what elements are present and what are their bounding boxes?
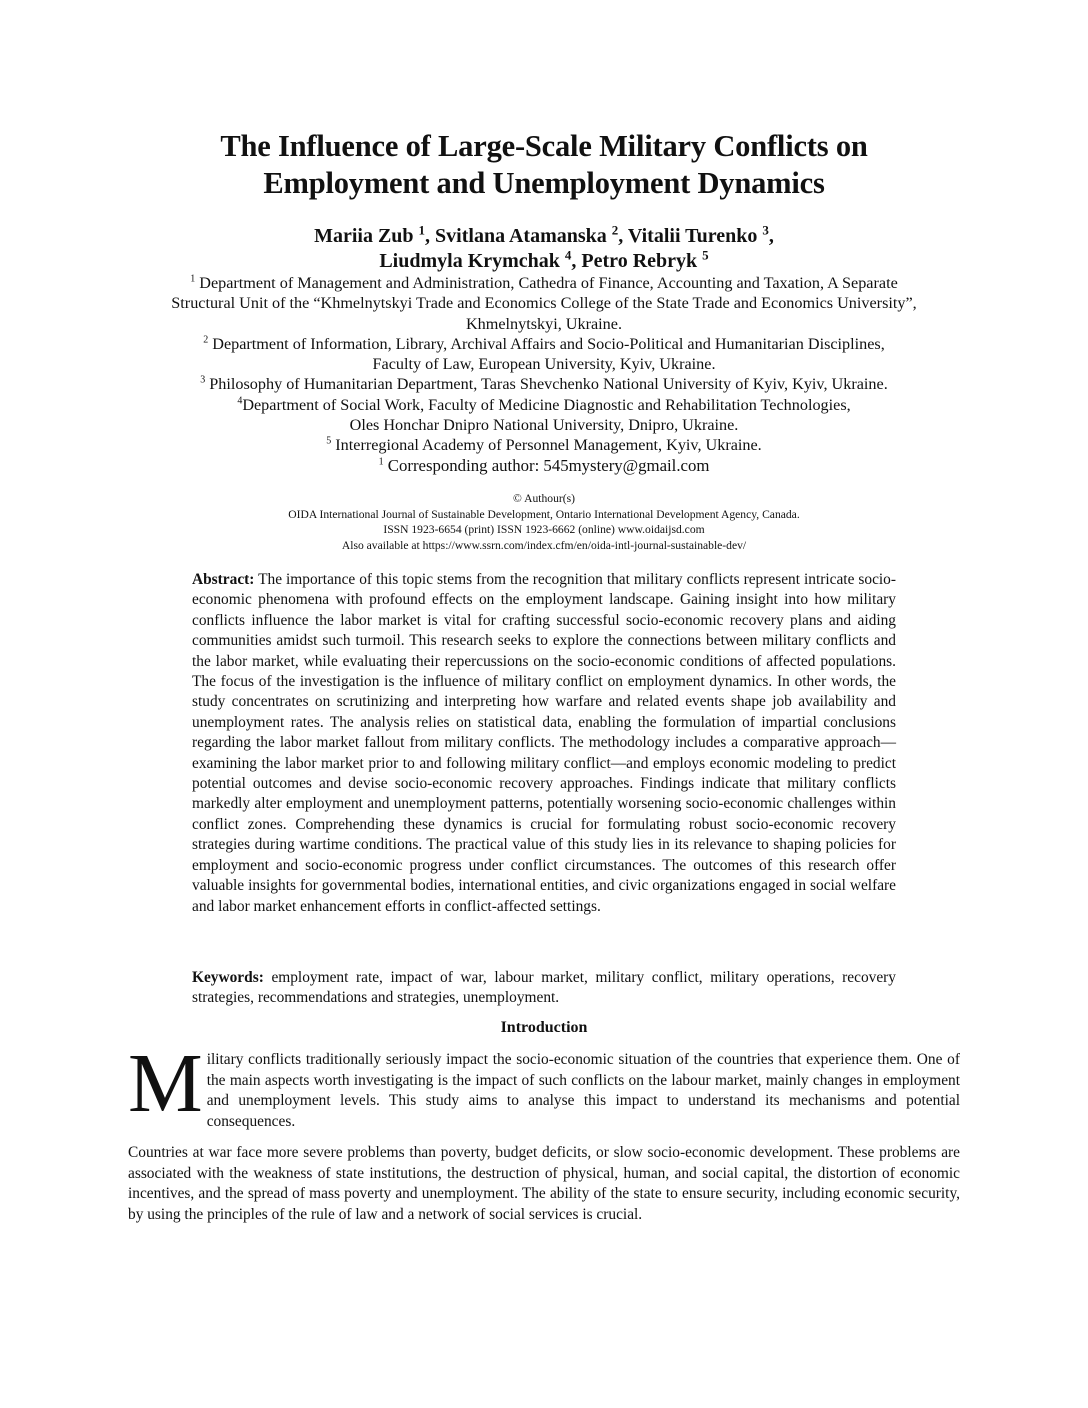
journal-name: OIDA International Journal of Sustainable Development, Ontario International Development Agency, Canada. — [288, 507, 800, 521]
journal-meta — [150, 491, 938, 553]
abstract-text: The importance of this topic stems from the recognition that military conflicts represent intricate socio-economic phenomena with profound effects on the employment landscape. Gaining insight into how military conflicts influence the labor market is vital for crafting successful socio-economic recovery plans and aiding communities amidst such turmoil. This research seeks to explore the connections between military conflicts and the labor market, while evaluating their repercussions on the socio-economic conditions of affected populations. The focus of the investigation is the influence of military conflict on employment dynamics. In other words, the study concentrates on scrutinizing and interpreting how warfare and related events shape job availability and unemployment rates. The analysis relies on statistical data, enabling the formulation of impartial conclusions regarding the labor market fallout from military conflicts. The methodology includes a comparative approach—examining the labor market prior to and following military conflict—and employs economic modeling to predict potential outcomes and devise socio-economic recovery approaches. Findings indicate that military conflicts markedly alter employment and unemployment patterns, potentially worsening socio-economic challenges within conflict zones. Comprehending these dynamics is crucial for formulating robust socio-economic recovery strategies during wartime conditions. The practical value of this study lies in its relevance to shaping policies for employment and socio-economic progress under conflict circumstances. The outcomes of this research offer valuable insights for governmental bodies, international entities, and civic organizations engaged in social welfare and labor market enhancement efforts in conflict-affected settings. — [192, 571, 896, 915]
affiliation-4-line-2: Oles Honchar Dnipro National University, Dnipro, Ukraine. — [349, 416, 739, 435]
author-list — [130, 224, 958, 274]
keywords — [192, 968, 896, 1009]
affiliation-4: $^4$Department of Social Work, Faculty of Medicine Diagnostic and Rehabilitation Technologies, — [237, 395, 851, 414]
author: Petro Rebryk $^5$ — [581, 247, 709, 272]
title-line-2: Employment and Unemployment Dynamics — [263, 166, 825, 200]
affiliation-2: $^2$ Department of Information, Library, Archival Affairs and Socio-Political and Humanitarian Disciplines, — [203, 334, 885, 353]
copyright-notice: © Authour(s) — [513, 492, 575, 505]
affiliation-1-line-2: Structural Unit of the “Khmelnytskyi Trade and Economics College of the State Trade and Economics University”, — [171, 294, 917, 313]
availability-link[interactable]: Also available at https://www.ssrn.com/index.cfm/en/oida-intl-journal-sustainable-dev/ — [341, 538, 747, 552]
corresponding-email[interactable]: Corresponding author: 545mystery@gmail.com — [387, 455, 710, 475]
affiliation-1-line-3: Khmelnytskyi, Ukraine. — [465, 314, 622, 333]
keywords-text: employment rate, impact of war, labour market, military conflict, military operations, recovery strategies, recommendations and strategies, unemployment. — [192, 969, 896, 1007]
drop-cap: M — [128, 1037, 203, 1130]
author: Mariia Zub $^1$, — [314, 222, 436, 247]
intro-paragraph-2: Countries at war face more severe problems than poverty, budget deficits, or slow socio-economic development. These problems are associated with the weakness of state institutions, the destruction of physical, human, and social capital, the distortion of economic incentives, and the spread of mass poverty and unemployment. The ability of the state to ensure security, including economic security, by using the principles of the rule of law and a network of social services is crucial. — [128, 1144, 960, 1223]
author: Vitalii Turenko $^3$, — [627, 222, 774, 247]
keywords-label: Keywords: — [192, 969, 264, 986]
paper-title — [130, 128, 958, 202]
intro-paragraph-1 — [128, 1037, 960, 1132]
affiliation-5: $^5$ Interregional Academy of Personnel Management, Kyiv, Ukraine. — [326, 435, 762, 455]
issn-line: ISSN 1923-6654 (print) ISSN 1923-6662 (online) www.oidaijsd.com — [383, 523, 705, 536]
affiliation-3: $^3$ Philosophy of Humanitarian Department, Taras Shevchenko National University of Kyiv, Kyiv, Ukraine. — [200, 375, 888, 394]
affiliations — [120, 273, 968, 476]
intro-paragraph-1-text: ilitary conflicts traditionally seriously impact the socio-economic situation of the countries that experience them. One of the main aspects worth investigating is the impact of such conflicts on the labour market, mainly changes in employment and unemployment levels. This study aims to analyse this impact to understand its mechanisms and potential consequences. — [206, 1051, 960, 1130]
section-heading-introduction: Introduction — [500, 1019, 588, 1036]
abstract — [192, 570, 896, 917]
affiliation-1: $^1$ Department of Management and Administration, Cathedra of Finance, Accounting and Taxation, A Separate — [190, 273, 898, 292]
title-line-1: The Influence of Large-Scale Military Conflicts on — [220, 129, 868, 163]
author: Svitlana Atamanska $^2$, — [435, 222, 628, 247]
affiliation-2-line-2: Faculty of Law, European University, Kyiv, Ukraine. — [372, 355, 716, 374]
abstract-label: Abstract: — [192, 571, 255, 588]
corresponding-author: $^1$ Corresponding author: 545mystery@gmail.com — [378, 455, 710, 475]
author: Liudmyla Krymchak $^4$, — [379, 247, 582, 272]
